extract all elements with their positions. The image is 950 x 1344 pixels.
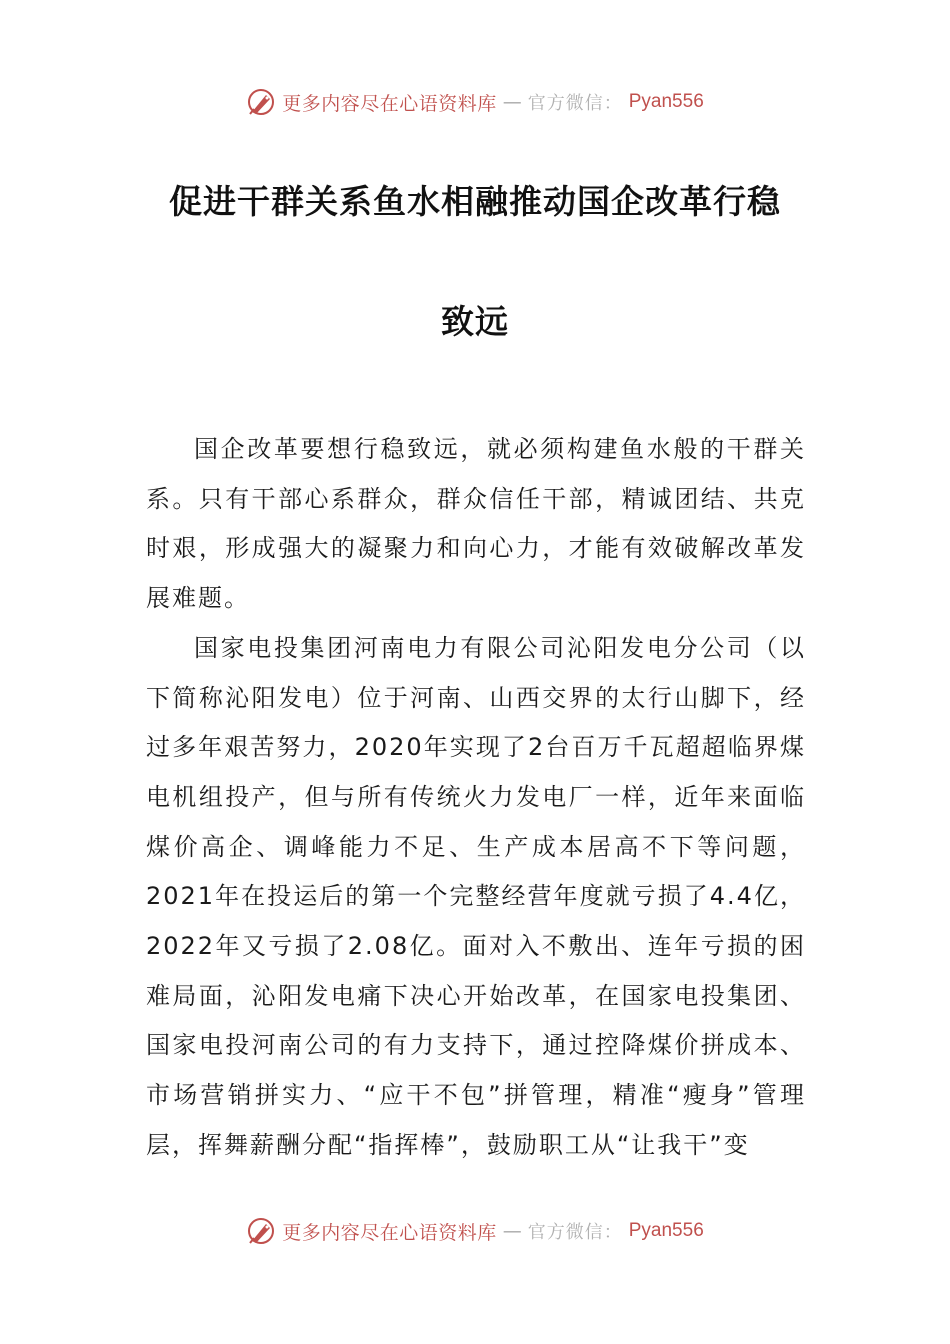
document-title-line-1: 促进干群关系鱼水相融推动国企改革行稳 bbox=[169, 182, 781, 221]
watermark-brand-text: 更多内容尽在心语资料库 bbox=[282, 92, 497, 115]
document-title-line-2: 致远 bbox=[441, 302, 509, 341]
header-watermark bbox=[0, 82, 950, 122]
body-paragraph: 国家电投集团河南电力有限公司沁阳发电分公司（以下简称沁阳发电）位于河南、山西交界的太行山脚下，经过多年艰苦努力，2020年实现了2台百万千瓦超超临界煤电机组投产，但与所有传统火力发电厂一样，近年来面临煤价高企、调峰能力不足、生产成本居高不下等问题，2021年在投运后的第一个完整经营年度就亏损了4.4亿，2022年又亏损了2.08亿。面对入不敷出、连年亏损的困难局面，沁阳发电痛下决心开始改革，在国家电投集团、国家电投河南公司的有力支持下，通过控降煤价拼成本、市场营销拼实力、“应干不包”拼管理，精准“瘦身”管理层，挥舞薪酬分配“指挥棒”，鼓励职工从“让我干”变 bbox=[146, 633, 806, 1159]
watermark-contact-label: 官方微信： bbox=[527, 1222, 623, 1243]
pen-nib-icon bbox=[246, 1216, 276, 1246]
document-body bbox=[146, 425, 806, 1171]
watermark-contact-id: Pyan556 bbox=[628, 91, 704, 112]
watermark-dash: — bbox=[502, 1220, 522, 1242]
pen-nib-icon bbox=[246, 87, 276, 117]
watermark-brand-text: 更多内容尽在心语资料库 bbox=[282, 1221, 497, 1244]
watermark-contact-label: 官方微信： bbox=[527, 93, 623, 114]
footer-watermark bbox=[0, 1211, 950, 1251]
body-paragraph: 国企改革要想行稳致远，就必须构建鱼水般的干群关系。只有干部心系群众，群众信任干部，精诚团结、共克时艰，形成强大的凝聚力和向心力，才能有效破解改革发展难题。 bbox=[146, 435, 806, 613]
watermark-dash: — bbox=[502, 91, 522, 113]
watermark-contact-id: Pyan556 bbox=[628, 1220, 704, 1241]
